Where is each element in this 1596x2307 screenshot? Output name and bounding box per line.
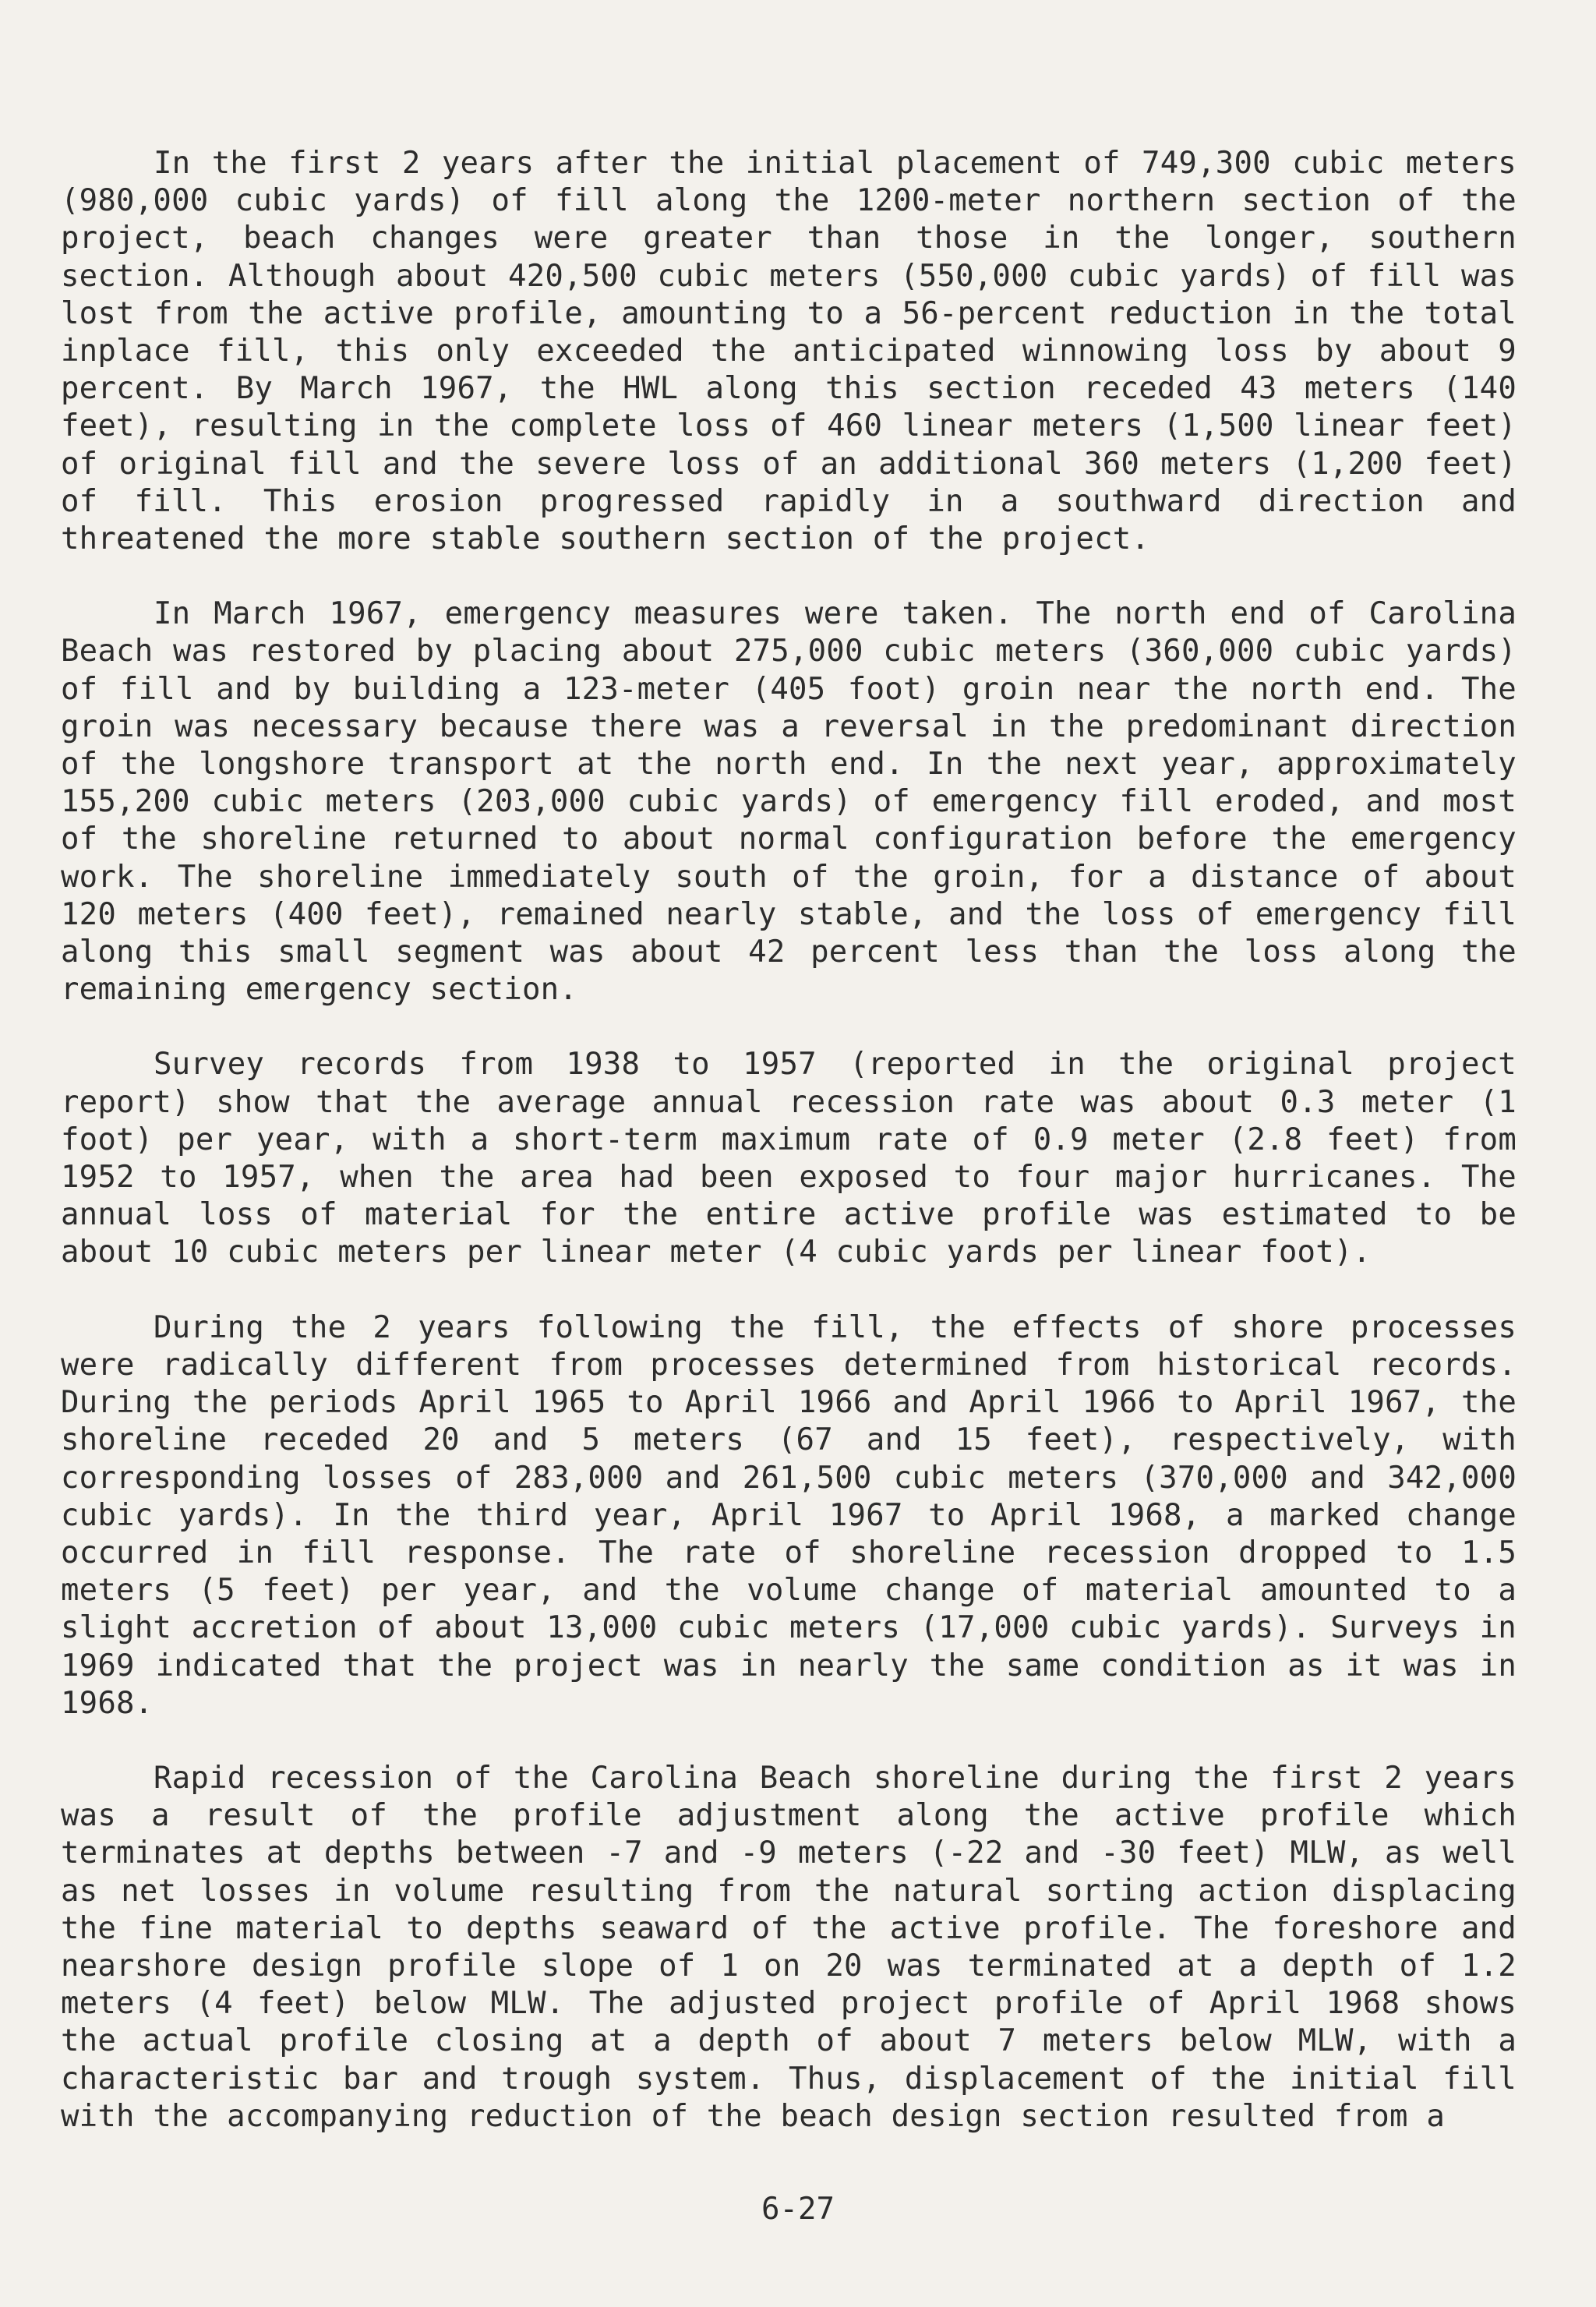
paragraph-rapid-recession: Rapid recession of the Carolina Beach shoreline during the first 2 years was a result of the profile adjustment along the active profile which terminates at depths between -7 and -9 meters (-22 and -30 feet) MLW, as well as net losses in volume resulting from the natural sorting action displacing the fine material to depths seaward of the active profile. The foreshore and nearshore design profile slope of 1 on 20 was terminated at a depth of 1.2 meters (4 feet) below MLW. The adjusted project profile of April 1968 shows the actual profile closing at a depth of about 7 meters below MLW, with a characteristic bar and trough system. Thus, displacement of the initial fill with the accompanying reduction of the beach design section resulted from a <box>61 1760 1517 2134</box>
paragraph-initial-fill-losses: In the first 2 years after the initial placement of 749,300 cubic meters (980,000 cubic yards) of fill along the 1200-meter northern section of the project, beach changes were greater than those in the longer, southern section. Although about 420,500 cubic meters (550,000 cubic yards) of fill was lost from the active profile, amounting to a 56-percent reduction in the total inplace fill, this only exceeded the anticipated winnowing loss by about 9 percent. By March 1967, the HWL along this section receded 43 meters (140 feet), resulting in the complete loss of 460 linear meters (1,500 linear feet) of original fill and the severe loss of an additional 360 meters (1,200 feet) of fill. This erosion progressed rapidly in a southward direction and threatened the more stable southern section of the project. <box>61 146 1517 557</box>
paragraph-shore-processes: During the 2 years following the fill, the effects of shore processes were radically different from processes determined from historical records. During the periods April 1965 to April 1966 and April 1966 to April 1967, the shoreline receded 20 and 5 meters (67 and 15 feet), respectively, with corresponding losses of 283,000 and 261,500 cubic meters (370,000 and 342,000 cubic yards). In the third year, April 1967 to April 1968, a marked change occurred in fill response. The rate of shoreline recession dropped to 1.5 meters (5 feet) per year, and the volume change of material amounted to a slight accretion of about 13,000 cubic meters (17,000 cubic yards). Surveys in 1969 indicated that the project was in nearly the same condition as it was in 1968. <box>61 1309 1517 1721</box>
paragraph-emergency-measures: In March 1967, emergency measures were taken. The north end of Carolina Beach was restored by placing about 275,000 cubic meters (360,000 cubic yards) of fill and by building a 123-meter (405 foot) groin near the north end. The groin was necessary because there was a reversal in the predominant direction of the longshore transport at the north end. In the next year, approximately 155,200 cubic meters (203,000 cubic yards) of emergency fill eroded, and most of the shoreline returned to about normal configuration before the emergency work. The shoreline immediately south of the groin, for a distance of about 120 meters (400 feet), remained nearly stable, and the loss of emergency fill along this small segment was about 42 percent less than the loss along the remaining emergency section. <box>61 596 1517 1008</box>
body-text <box>61 145 1517 2173</box>
paragraph-survey-records: Survey records from 1938 to 1957 (reported in the original project report) show that the average annual recession rate was about 0.3 meter (1 foot) per year, with a short-term maximum rate of 0.9 meter (2.8 feet) from 1952 to 1957, when the area had been exposed to four major hurricanes. The annual loss of material for the entire active profile was estimated to be about 10 cubic meters per linear meter (4 cubic yards per linear foot). <box>61 1047 1517 1270</box>
page-number: 6-27 <box>761 2192 835 2227</box>
